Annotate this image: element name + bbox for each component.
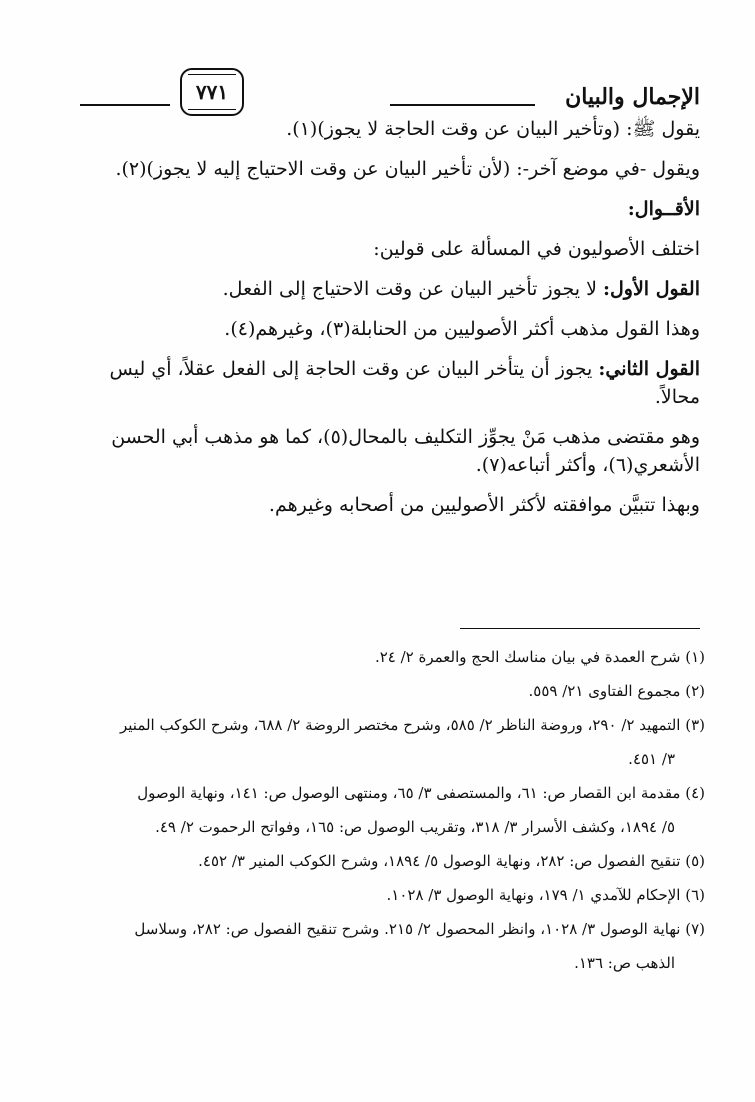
- opinion-2-text: يجوز أن يتأخر البيان عن وقت الحاجة إلى الفعل عقلاً، أي ليس محالاً.: [109, 358, 700, 408]
- footnote-7-cont: الذهب ص: ١٣٦.: [574, 954, 675, 972]
- footnote-divider: [460, 628, 700, 629]
- main-text: [60, 115, 700, 531]
- footnote-3-cont: ٣/ ٤٥١.: [628, 750, 675, 768]
- footnote-7: (٧) نهاية الوصول ٣/ ١٠٢٨، وانظر المحصول ٢/ ٢١٥. وشرح تنقيح الفصول ص: ٢٨٢، وسلاسل: [134, 920, 705, 938]
- section-heading: الأقــوال:: [627, 198, 700, 220]
- paragraph-2: ويقول -في موضع آخر-: (لأن تأخير البيان عن وقت الاحتياج إليه لا يجوز)(٢).: [115, 158, 700, 180]
- footnote-3: (٣) التمهيد ٢/ ٢٩٠، وروضة الناظر ٢/ ٥٨٥، وشرح مختصر الروضة ٢/ ٦٨٨، وشرح الكوكب المنير: [119, 716, 705, 734]
- chapter-title: الإجمال والبيان: [565, 84, 700, 110]
- footnotes: [60, 640, 705, 980]
- opinion-2: [60, 355, 700, 411]
- footnote-6: (٦) الإحكام للآمدي ١/ ١٧٩، ونهاية الوصول ٣/ ١٠٢٨.: [386, 886, 705, 904]
- footnote-5: (٥) تنقيح الفصول ص: ٢٨٢، ونهاية الوصول ٥/ ١٨٩٤، وشرح الكوكب المنير ٣/ ٤٥٢.: [198, 852, 705, 870]
- footnote-4-cont: ٥/ ١٨٩٤، وكشف الأسرار ٣/ ٣١٨، وتقريب الوصول ص: ١٦٥، وفواتح الرحموت ٢/ ٤٩.: [155, 818, 675, 836]
- paragraph-5: وهو مقتضى مذهب مَنْ يجوِّز التكليف بالمحال(٥)، كما هو مذهب أبي الحسن الأشعري(٦)، وأكثر أتباعه(٧).: [111, 426, 700, 476]
- header-rule-left: [80, 104, 170, 106]
- opinion-2-label: القول الثاني:: [598, 358, 700, 380]
- opinion-1-text: لا يجوز تأخير البيان عن وقت الاحتياج إلى الفعل.: [222, 278, 603, 300]
- page-number: ٧٧١: [180, 68, 244, 116]
- footnote-4: (٤) مقدمة ابن القصار ص: ٦١، والمستصفى ٣/ ٦٥، ومنتهى الوصول ص: ١٤١، ونهاية الوصول: [137, 784, 705, 802]
- header-rule-right: [390, 104, 535, 106]
- paragraph-6: وبهذا تتبيَّن موافقته لأكثر الأصوليين من أصحابه وغيرهم.: [268, 494, 700, 516]
- paragraph-1: يقول ﷺ: (وتأخير البيان عن وقت الحاجة لا يجوز)(١).: [286, 118, 700, 140]
- page-header: [80, 62, 700, 122]
- opinion-1: [60, 275, 700, 303]
- paragraph-3: اختلف الأصوليون في المسألة على قولين:: [373, 238, 700, 260]
- paragraph-4: وهذا القول مذهب أكثر الأصوليين من الحنابلة(٣)، وغيرهم(٤).: [224, 318, 700, 340]
- footnote-1: (١) شرح العمدة في بيان مناسك الحج والعمرة ٢/ ٢٤.: [374, 648, 705, 666]
- opinion-1-label: القول الأول:: [602, 278, 700, 300]
- footnote-2: (٢) مجموع الفتاوى ٢١/ ٥٥٩.: [528, 682, 705, 700]
